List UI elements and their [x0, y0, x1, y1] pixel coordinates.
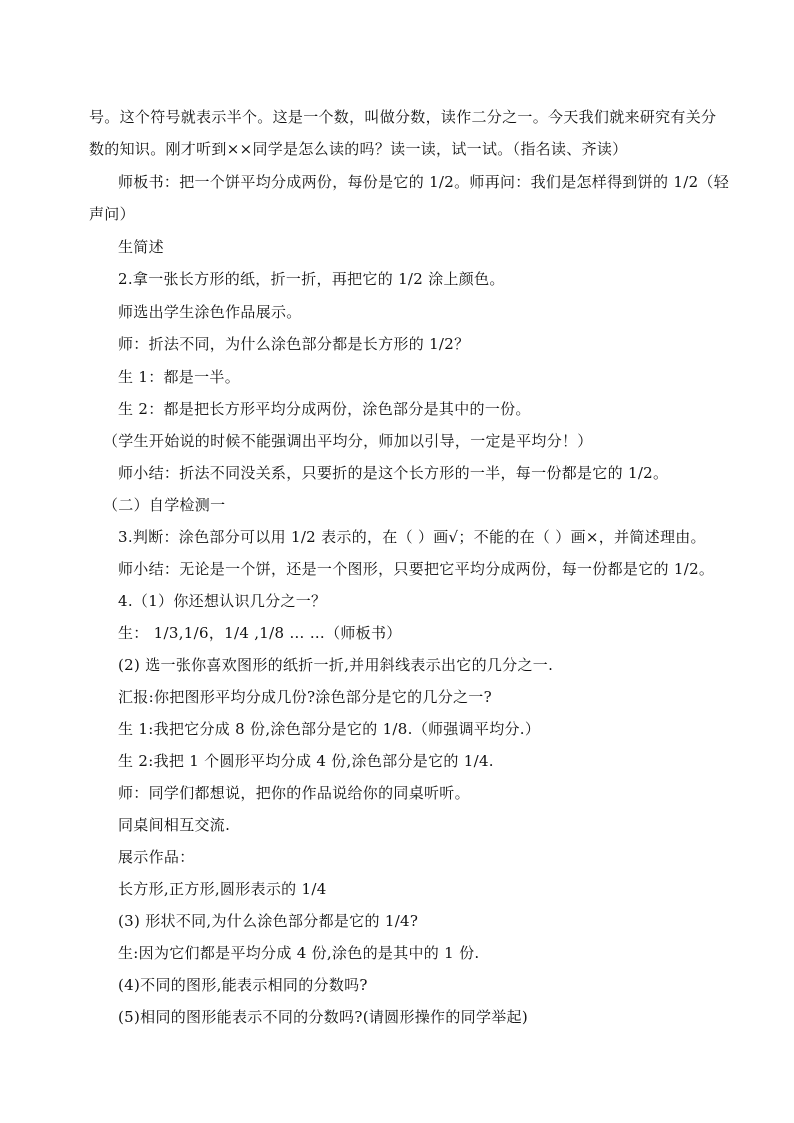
- text-line: 师：同学们都想说，把你的作品说给你的同桌听听。: [118, 784, 470, 802]
- text-line: (5)相同的图形能表示不同的分数吗?(请圆形操作的同学举起): [118, 1008, 528, 1026]
- text-line: 长方形,正方形,圆形表示的 1/4: [118, 880, 327, 898]
- text-line: 2.拿一张长方形的纸，折一折，再把它的 1/2 涂上颜色。: [118, 270, 505, 288]
- text-line: 生 1：都是一半。: [118, 368, 241, 386]
- text-line: (2) 选一张你喜欢图形的纸折一折,并用斜线表示出它的几分之一.: [118, 656, 554, 674]
- text-line: 师：折法不同，为什么涂色部分都是长方形的 1/2？: [118, 335, 470, 353]
- text-line: 生 2：都是把长方形平均分成两份，涂色部分是其中的一份。: [118, 400, 531, 418]
- text-line: 汇报:你把图形平均分成几份?涂色部分是它的几分之一?: [118, 688, 492, 706]
- text-line: 3.判断：涂色部分可以用 1/2 表示的，在（ ）画√；不能的在（ ）画×，并简述理由。: [118, 528, 706, 546]
- text-line: 师小结：折法不同没关系，只要折的是这个长方形的一半，每一份都是它的 1/2。: [118, 464, 669, 482]
- text-line: 师板书：把一个饼平均分成两份，每份是它的 1/2。师再问：我们是怎样得到饼的 1/2（轻: [118, 173, 730, 191]
- text-line: 生 1:我把它分成 8 份,涂色部分是它的 1/8.（师强调平均分.）: [118, 720, 541, 738]
- text-line: 展示作品：: [118, 848, 195, 866]
- text-line: 生简述: [118, 238, 164, 256]
- text-line: (4)不同的图形,能表示相同的分数吗?: [118, 976, 368, 994]
- text-line: 生 2:我把 1 个圆形平均分成 4 份,涂色部分是它的 1/4.: [118, 752, 494, 770]
- text-line: 师选出学生涂色作品展示。: [118, 303, 302, 321]
- text-line: 师小结：无论是一个饼，还是一个图形，只要把它平均分成两份，每一份都是它的 1/2。: [118, 560, 715, 578]
- text-line: (3) 形状不同,为什么涂色部分都是它的 1/4?: [118, 912, 419, 930]
- text-line: 数的知识。刚才听到××同学是怎么读的吗？读一读，试一试。（指名读、齐读）: [89, 140, 628, 158]
- text-line: 生： 1/3,1/6，1/4 ,1/8 … …（师板书）: [118, 624, 402, 642]
- text-line: 声问）: [89, 205, 135, 223]
- text-line: 4.（1）你还想认识几分之一？: [118, 592, 327, 610]
- text-line: 号。这个符号就表示半个。这是一个数，叫做分数，读作二分之一。今天我们就来研究有关分: [89, 108, 717, 126]
- text-line: （学生开始说的时候不能强调出平均分，师加以引导，一定是平均分！）: [103, 432, 593, 450]
- text-line: 生:因为它们都是平均分成 4 份,涂色的是其中的 1 份.: [118, 944, 480, 962]
- section-heading: （二）自学检测一: [103, 496, 226, 514]
- text-line: 同桌间相互交流.: [118, 816, 231, 834]
